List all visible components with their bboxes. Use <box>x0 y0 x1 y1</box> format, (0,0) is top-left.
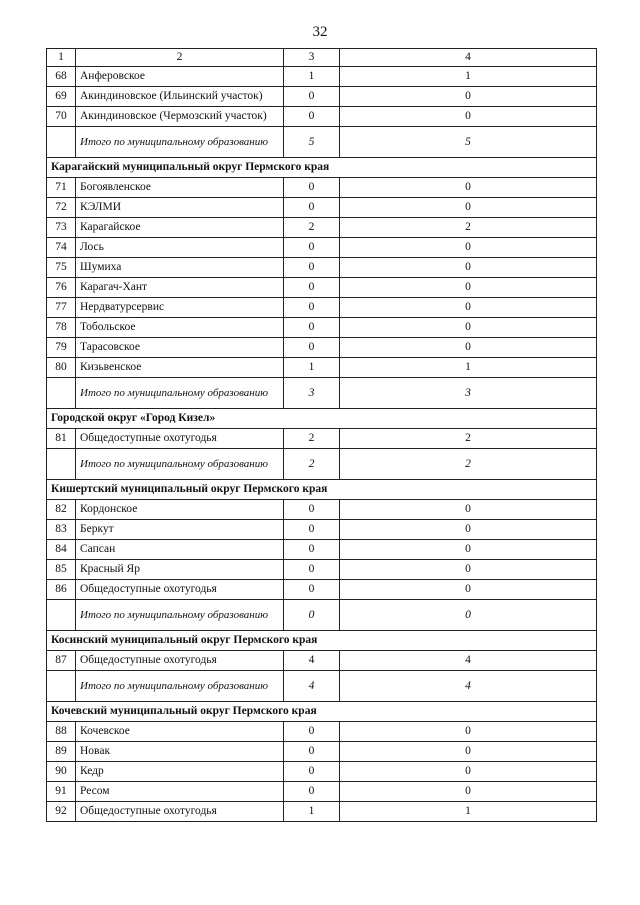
row-name: Красный Яр <box>76 560 284 580</box>
row-value-3: 0 <box>284 258 340 278</box>
page-number: 32 <box>312 24 328 40</box>
table-row <box>47 338 597 358</box>
hunting-grounds-table <box>46 48 597 822</box>
section-title: Косинский муниципальный округ Пермского края <box>47 631 597 651</box>
row-number: 69 <box>47 87 76 107</box>
row-value-3: 0 <box>284 198 340 218</box>
row-number: 68 <box>47 67 76 87</box>
row-number: 91 <box>47 782 76 802</box>
row-value-4: 0 <box>340 722 597 742</box>
total-row <box>47 378 597 409</box>
row-value-3: 4 <box>284 651 340 671</box>
row-name: Итого по муниципальному образованию <box>76 600 284 631</box>
table-row <box>47 520 597 540</box>
row-value-4: 0 <box>340 540 597 560</box>
row-value-4: 0 <box>340 782 597 802</box>
row-value-4: 0 <box>340 107 597 127</box>
row-value-3: 0 <box>284 298 340 318</box>
section-title: Карагайский муниципальный округ Пермского края <box>47 158 597 178</box>
row-value-3: 0 <box>284 107 340 127</box>
row-value-4: 3 <box>340 378 597 409</box>
row-number: 83 <box>47 520 76 540</box>
row-number: 90 <box>47 762 76 782</box>
row-value-4: 0 <box>340 338 597 358</box>
row-number: 86 <box>47 580 76 600</box>
row-name: Новак <box>76 742 284 762</box>
row-value-4: 0 <box>340 178 597 198</box>
row-value-4: 0 <box>340 520 597 540</box>
row-number <box>47 449 76 480</box>
row-number: 84 <box>47 540 76 560</box>
table-row <box>47 318 597 338</box>
row-name: Итого по муниципальному образованию <box>76 378 284 409</box>
total-row <box>47 600 597 631</box>
row-value-3: 3 <box>284 378 340 409</box>
section-title: Городской округ «Город Кизел» <box>47 409 597 429</box>
row-value-3: 0 <box>284 762 340 782</box>
section-title: Кочевский муниципальный округ Пермского края <box>47 702 597 722</box>
row-value-3: 2 <box>284 218 340 238</box>
row-value-4: 1 <box>340 358 597 378</box>
row-value-4: 0 <box>340 258 597 278</box>
row-number <box>47 127 76 158</box>
table-header-row <box>47 49 597 67</box>
row-value-3: 1 <box>284 358 340 378</box>
row-number: 82 <box>47 500 76 520</box>
row-name: Кизьвенское <box>76 358 284 378</box>
row-value-3: 0 <box>284 238 340 258</box>
row-value-3: 1 <box>284 67 340 87</box>
row-value-4: 0 <box>340 198 597 218</box>
row-value-4: 0 <box>340 500 597 520</box>
row-value-3: 0 <box>284 782 340 802</box>
row-name: Шумиха <box>76 258 284 278</box>
row-name: Беркут <box>76 520 284 540</box>
row-name: Карагач-Хант <box>76 278 284 298</box>
row-value-3: 0 <box>284 278 340 298</box>
section-header-row <box>47 409 597 429</box>
section-header-row <box>47 702 597 722</box>
row-value-4: 0 <box>340 600 597 631</box>
row-value-3: 0 <box>284 600 340 631</box>
row-value-3: 5 <box>284 127 340 158</box>
table-row <box>47 429 597 449</box>
row-value-4: 4 <box>340 671 597 702</box>
row-number: 74 <box>47 238 76 258</box>
row-value-3: 0 <box>284 540 340 560</box>
row-name: Акиндиновское (Чермозский участок) <box>76 107 284 127</box>
section-title: Кишертский муниципальный округ Пермского края <box>47 480 597 500</box>
header-cell-1: 1 <box>47 49 76 67</box>
row-number: 78 <box>47 318 76 338</box>
row-number: 73 <box>47 218 76 238</box>
section-header-row <box>47 631 597 651</box>
row-number: 80 <box>47 358 76 378</box>
table-row <box>47 178 597 198</box>
row-value-4: 1 <box>340 802 597 822</box>
row-name: Кедр <box>76 762 284 782</box>
row-value-4: 2 <box>340 218 597 238</box>
row-number: 72 <box>47 198 76 218</box>
row-number: 76 <box>47 278 76 298</box>
row-name: Кордонское <box>76 500 284 520</box>
row-value-4: 0 <box>340 742 597 762</box>
table-row <box>47 500 597 520</box>
row-value-3: 0 <box>284 338 340 358</box>
row-value-4: 0 <box>340 318 597 338</box>
table-row <box>47 358 597 378</box>
header-cell-3: 3 <box>284 49 340 67</box>
table-row <box>47 540 597 560</box>
row-name: Тарасовское <box>76 338 284 358</box>
table-row <box>47 802 597 822</box>
table-row <box>47 722 597 742</box>
row-value-3: 0 <box>284 178 340 198</box>
table-row <box>47 651 597 671</box>
row-number: 92 <box>47 802 76 822</box>
row-name: Анферовское <box>76 67 284 87</box>
row-number: 85 <box>47 560 76 580</box>
table-row <box>47 560 597 580</box>
row-value-3: 2 <box>284 429 340 449</box>
row-value-3: 1 <box>284 802 340 822</box>
table-row <box>47 782 597 802</box>
row-name: Общедоступные охотугодья <box>76 580 284 600</box>
table-row <box>47 107 597 127</box>
table-row <box>47 67 597 87</box>
row-number: 79 <box>47 338 76 358</box>
table-row <box>47 87 597 107</box>
row-value-3: 0 <box>284 87 340 107</box>
row-value-3: 0 <box>284 580 340 600</box>
table-body <box>47 49 597 822</box>
row-number: 77 <box>47 298 76 318</box>
row-name: Сапсан <box>76 540 284 560</box>
row-name: Богоявленское <box>76 178 284 198</box>
row-value-4: 0 <box>340 298 597 318</box>
row-name: Акиндиновское (Ильинский участок) <box>76 87 284 107</box>
table-row <box>47 218 597 238</box>
row-number <box>47 600 76 631</box>
row-value-4: 5 <box>340 127 597 158</box>
row-number: 89 <box>47 742 76 762</box>
row-value-3: 0 <box>284 318 340 338</box>
row-name: Ресом <box>76 782 284 802</box>
table-row <box>47 580 597 600</box>
row-number: 81 <box>47 429 76 449</box>
row-name: Тобольское <box>76 318 284 338</box>
header-cell-4: 4 <box>340 49 597 67</box>
row-value-3: 0 <box>284 560 340 580</box>
row-number <box>47 671 76 702</box>
row-name: КЭЛМИ <box>76 198 284 218</box>
row-value-4: 4 <box>340 651 597 671</box>
row-value-4: 0 <box>340 560 597 580</box>
row-number: 88 <box>47 722 76 742</box>
row-name: Общедоступные охотугодья <box>76 651 284 671</box>
row-value-4: 1 <box>340 67 597 87</box>
table-row <box>47 278 597 298</box>
row-value-3: 0 <box>284 520 340 540</box>
row-name: Итого по муниципальному образованию <box>76 449 284 480</box>
row-name: Лось <box>76 238 284 258</box>
table-row <box>47 238 597 258</box>
row-number <box>47 378 76 409</box>
table-row <box>47 762 597 782</box>
table-row <box>47 742 597 762</box>
row-name: Общедоступные охотугодья <box>76 429 284 449</box>
row-number: 87 <box>47 651 76 671</box>
row-value-4: 0 <box>340 278 597 298</box>
total-row <box>47 127 597 158</box>
row-value-3: 4 <box>284 671 340 702</box>
row-number: 70 <box>47 107 76 127</box>
table-row <box>47 258 597 278</box>
row-value-4: 2 <box>340 449 597 480</box>
header-cell-2: 2 <box>76 49 284 67</box>
row-name: Общедоступные охотугодья <box>76 802 284 822</box>
section-header-row <box>47 480 597 500</box>
row-value-4: 2 <box>340 429 597 449</box>
row-value-3: 0 <box>284 500 340 520</box>
total-row <box>47 671 597 702</box>
table-row <box>47 298 597 318</box>
row-number: 75 <box>47 258 76 278</box>
total-row <box>47 449 597 480</box>
row-value-4: 0 <box>340 762 597 782</box>
row-value-4: 0 <box>340 238 597 258</box>
row-name: Нердватурсервис <box>76 298 284 318</box>
row-number: 71 <box>47 178 76 198</box>
table-row <box>47 198 597 218</box>
row-name: Кочевское <box>76 722 284 742</box>
row-name: Карагайское <box>76 218 284 238</box>
row-value-4: 0 <box>340 580 597 600</box>
row-value-3: 2 <box>284 449 340 480</box>
row-value-4: 0 <box>340 87 597 107</box>
row-name: Итого по муниципальному образованию <box>76 671 284 702</box>
row-name: Итого по муниципальному образованию <box>76 127 284 158</box>
row-value-3: 0 <box>284 722 340 742</box>
row-value-3: 0 <box>284 742 340 762</box>
section-header-row <box>47 158 597 178</box>
